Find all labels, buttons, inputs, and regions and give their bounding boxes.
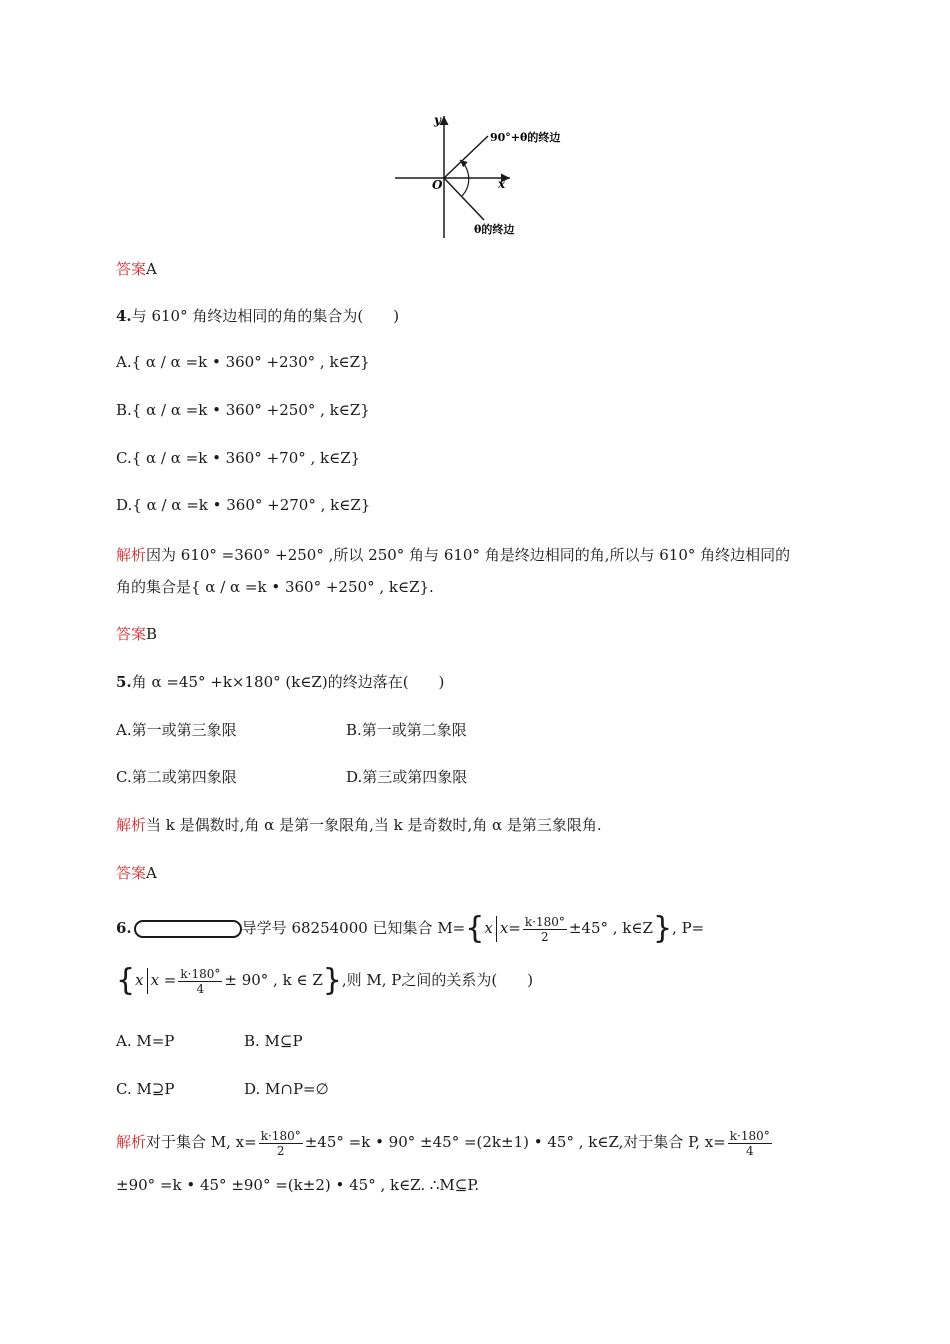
q5-option-c: C.第二或第四象限 bbox=[116, 768, 237, 786]
q6-option-a: A. M=P bbox=[116, 1032, 175, 1050]
q6-analysis-line1: 解析对于集合 M, x= $\frac{k\cdot 180^\circ}{2}$ ±45° =k • 90° ±45° =(2k±1) • 45° , k∈Z,对于集合 P, x= $\frac{k\cdot 180^\circ}{4}$ bbox=[116, 1128, 770, 1158]
q5-option-d: D.第三或第四象限 bbox=[346, 768, 468, 786]
answer-label: 答案 bbox=[116, 260, 147, 278]
q6-stem-line1: 6. 导学号 68254000 已知集合 M={x x= $\frac{k\cdot 180^\circ}{2}$ ±45° , k∈Z}, P= bbox=[116, 911, 705, 946]
q4-option-c: C.{ α / α =k • 360° +70° , k∈Z} bbox=[116, 449, 361, 467]
fraction-m: $\frac{k\cdot 180^\circ}{2}$ bbox=[524, 914, 565, 944]
analysis-fraction-m: $\frac{k\cdot 180^\circ}{2}$ bbox=[260, 1128, 301, 1158]
y-label: y bbox=[434, 113, 441, 127]
q4-answer: 答案B bbox=[116, 625, 158, 643]
upper-terminal-side bbox=[444, 136, 488, 178]
q5-answer: 答案A bbox=[116, 864, 157, 882]
q4-option-d: D.{ α / α =k • 360° +270° , k∈Z} bbox=[116, 496, 371, 514]
upper-edge-label: 90°+θ的终边 bbox=[490, 131, 561, 144]
fraction-p: $\frac{k\cdot 180^\circ}{4}$ bbox=[180, 966, 221, 996]
q4-analysis-line2: 角的集合是{ α / α =k • 360° +250° , k∈Z}. bbox=[116, 578, 434, 596]
q5-analysis: 解析当 k 是偶数时,角 α 是第一象限角,当 k 是奇数时,角 α 是第三象限角. bbox=[116, 816, 602, 834]
q4-stem: 4.与 610° 角终边相同的角的集合为( ) bbox=[116, 307, 400, 325]
q4-analysis-line1: 解析因为 610° =360° +250° ,所以 250° 角与 610° 角是终边相同的角,所以与 610° 角终边相同的 bbox=[116, 546, 791, 564]
q3-answer: 答案A bbox=[116, 260, 157, 278]
q4-option-a: A.{ α / α =k • 360° +230° , k∈Z} bbox=[116, 353, 370, 371]
angle-diagram bbox=[380, 108, 580, 243]
q5-option-a: A.第一或第三象限 bbox=[116, 721, 237, 739]
q5-option-b: B.第一或第二象限 bbox=[346, 721, 467, 739]
q6-option-d: D. M∩P=∅ bbox=[244, 1080, 329, 1098]
q6-stem-line2: {x x = $\frac{k\cdot 180^\circ}{4}$ ± 90° , k ∈ Z},则 M, P之间的关系为( ) bbox=[116, 963, 534, 998]
q6-option-c: C. M⊇P bbox=[116, 1080, 175, 1098]
q6-option-b: B. M⊆P bbox=[244, 1032, 303, 1050]
guide-badge bbox=[134, 920, 242, 938]
x-label: x bbox=[498, 177, 506, 191]
lower-edge-label: θ的终边 bbox=[474, 223, 515, 236]
analysis-fraction-p: $\frac{k\cdot 180^\circ}{4}$ bbox=[729, 1128, 770, 1158]
origin-label: O bbox=[432, 178, 443, 192]
lower-terminal-side bbox=[444, 178, 484, 220]
q5-stem: 5.角 α =45° +k×180° (k∈Z)的终边落在( ) bbox=[116, 673, 445, 691]
q4-option-b: B.{ α / α =k • 360° +250° , k∈Z} bbox=[116, 401, 370, 419]
q6-analysis-line2: ±90° =k • 45° ±90° =(k±2) • 45° , k∈Z. ∴M⊆P. bbox=[116, 1176, 480, 1194]
